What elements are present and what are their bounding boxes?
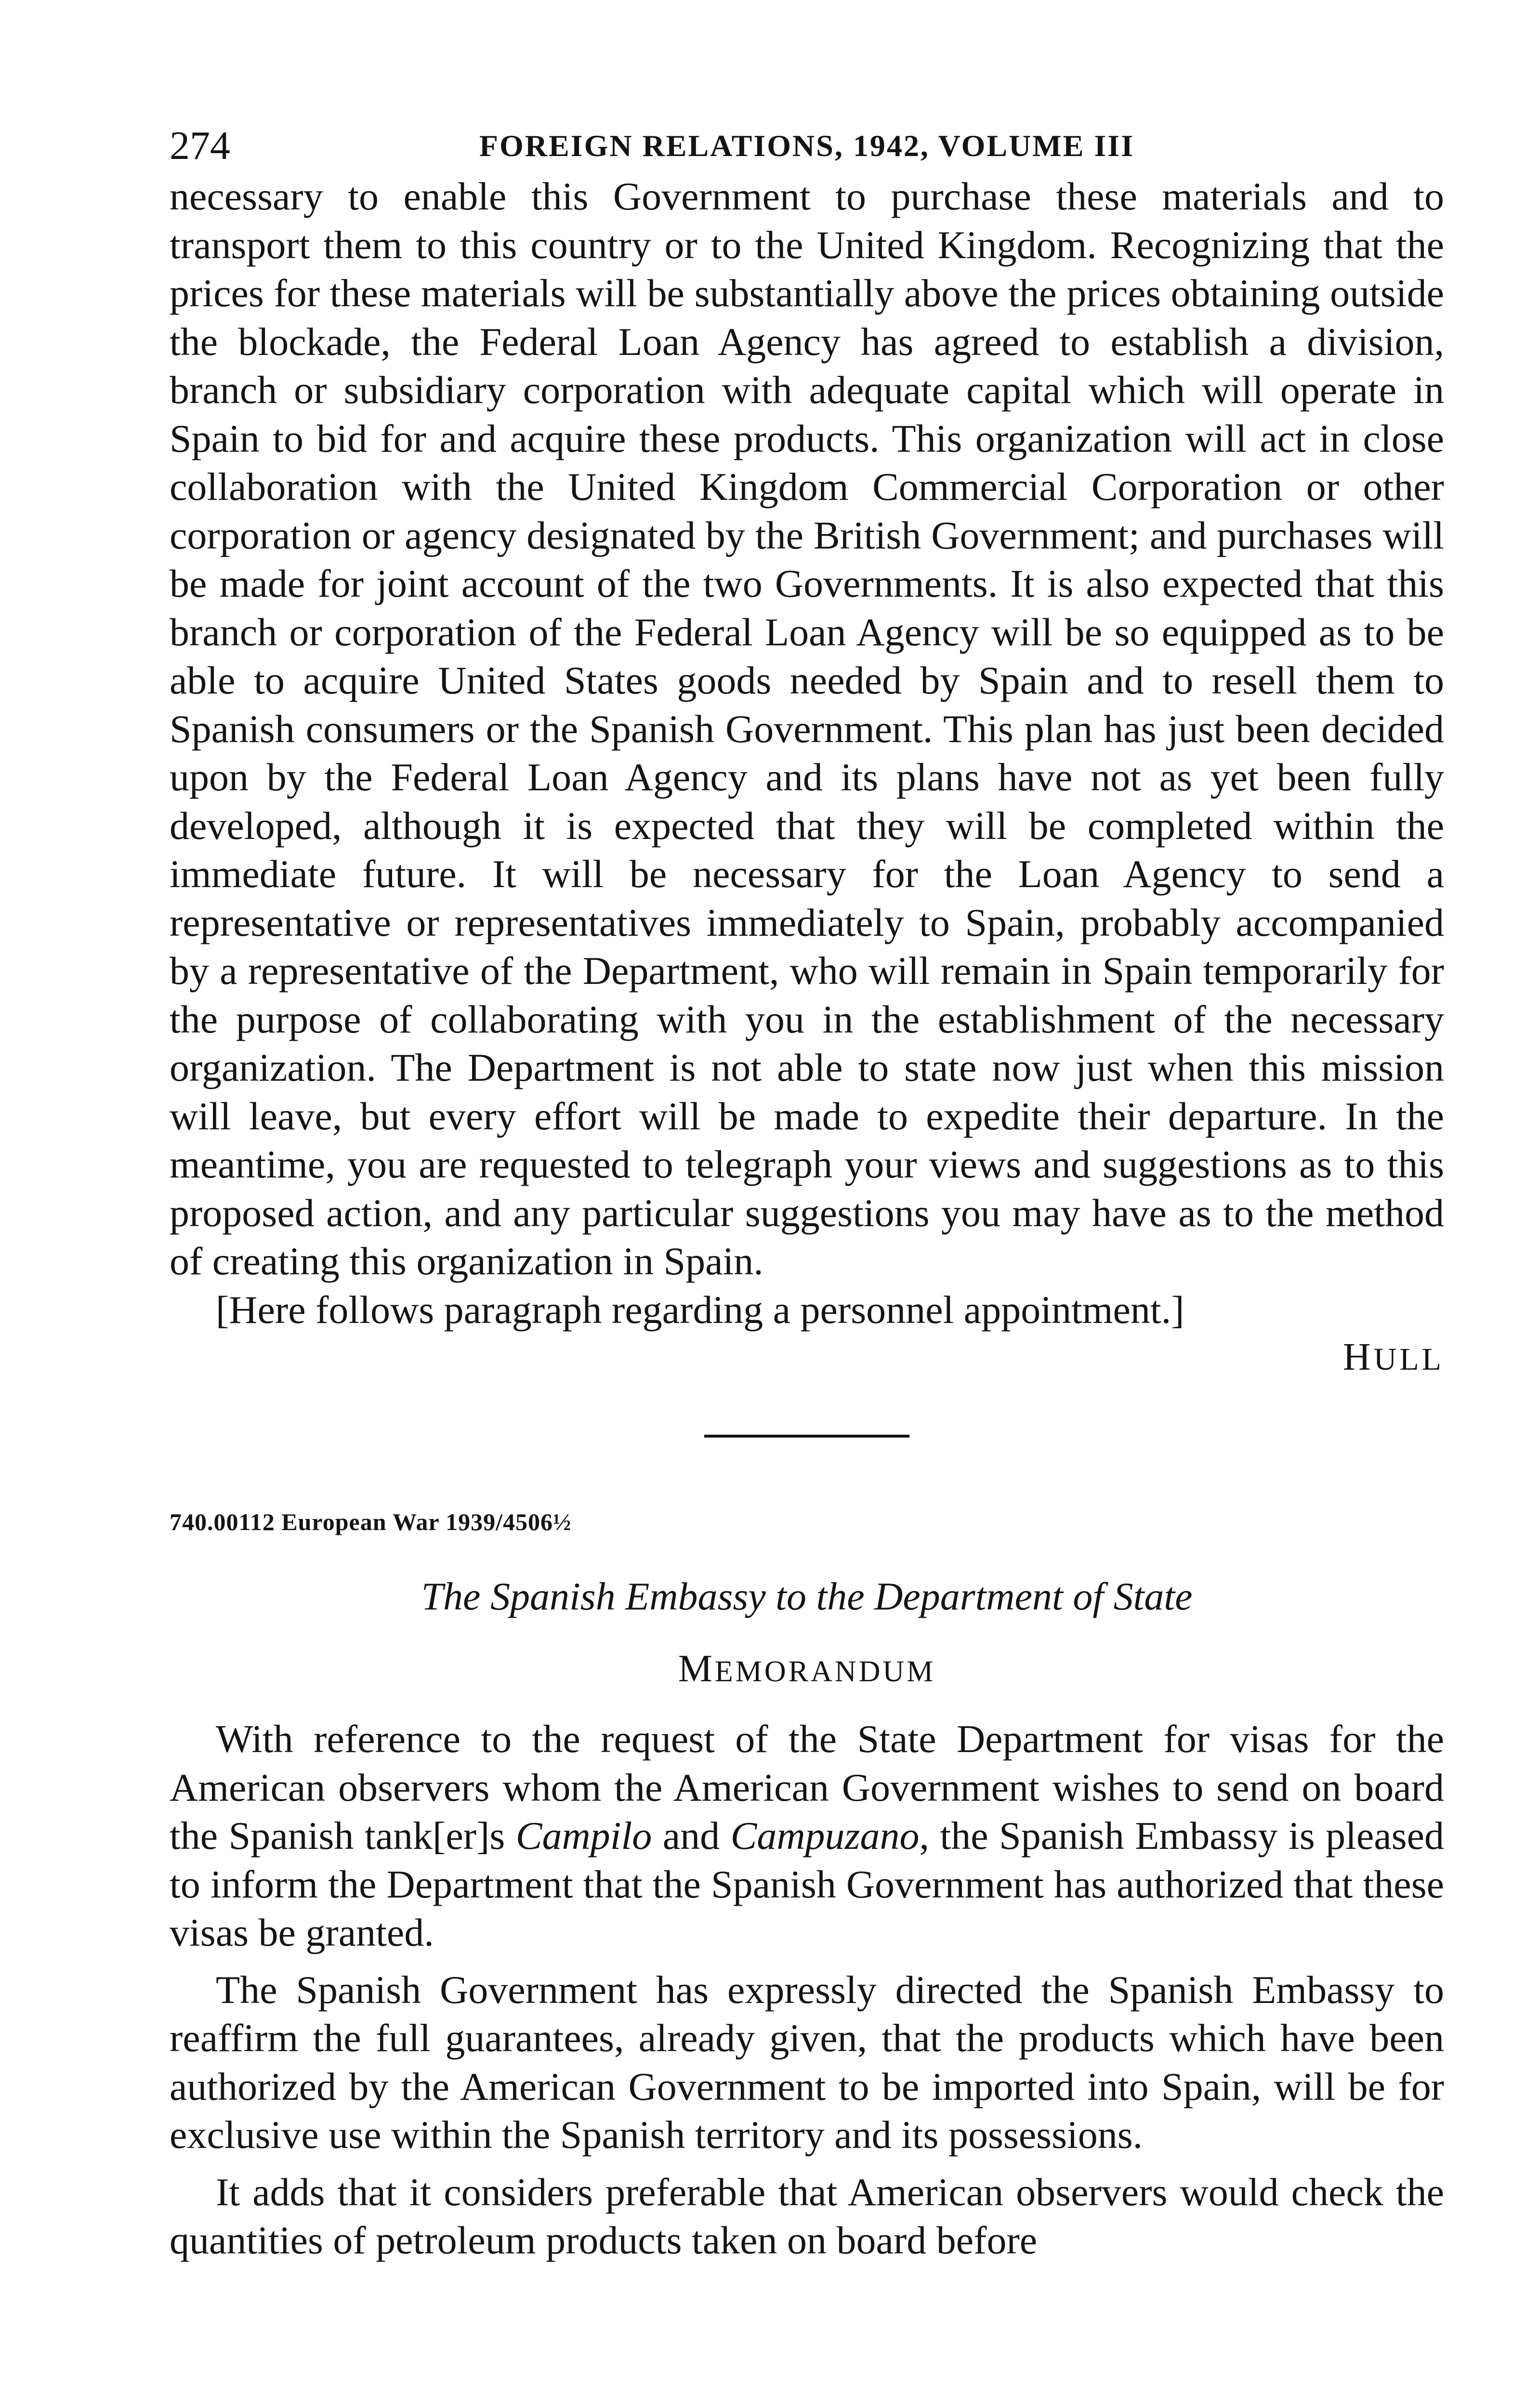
memo-paragraph-1 — [170, 1715, 1444, 1957]
heading-initial: M — [678, 1648, 715, 1690]
memo-p1-and: and — [652, 1814, 731, 1858]
section-divider — [704, 1435, 909, 1438]
document-page — [170, 119, 1444, 2274]
memo-paragraph-2: The Spanish Government has expressly directed the Spanish Embassy to reaffirm the full guarantees, already given, that the products which have been authorized by the American Government to be imported into Spain, will be for exclusive use within the Spanish territory and its possessions. — [170, 1967, 1444, 2157]
page-number: 274 — [170, 123, 230, 168]
bracket-note: [Here follows paragraph regarding a personnel appointment.] — [216, 1287, 1184, 1332]
memo-p1-before: With reference to the request of the State Department for visas for the American observers whom the American Government wishes to send on board the Spanish tank[er]s — [170, 1717, 1444, 1858]
letter-paragraph: necessary to enable this Government to purchase these materials and to transport them to this country or to the United Kingdom. Recognizing that the prices for these materials will be substantially above the prices obtaining outside the blockade, the Federal Loan Agency has agreed to establish a division, branch or subsidiary corporation with adequate capital which will operate in Spain to bid for and acquire these products. This organization will act in close collaboration with the United Kingdom Commercial Corporation or other corporation or agency designated by the British Government; and purchases will be made for joint account of the two Governments. It is also expected that this branch or corporation of the Federal Loan Agency will be so equipped as to be able to acquire United States goods needed by Spain and to resell them to Spanish consumers or the Spanish Government. This plan has just been decided upon by the Federal Loan Agency and its plans have not as yet been fully developed, although it is expected that they will be completed within the immediate future. It will be necessary for the Loan Agency to send a representative or representatives immediately to Spain, probably accompanied by a representative of the Department, who will remain in Spain temporarily for the purpose of collaborating with you in the establishment of the necessary organization. The Department is not able to state now just when this mission will leave, but every effort will be made to expedite their departure. In the meantime, you are requested to telegraph your views and suggestions as to this proposed action, and any particular suggestions you may have as to the method of creating this organization in Spain. — [170, 174, 1444, 1283]
memorandum-body — [170, 1715, 1444, 2265]
memorandum-heading — [170, 1645, 1444, 1696]
signature-initial: H — [1342, 1336, 1374, 1378]
memo-paragraph-3: It adds that it considers preferable that American observers would check the quantities of petroleum products taken on board before — [170, 2170, 1444, 2262]
signature-rest: ULL — [1373, 1342, 1444, 1377]
file-number: 740.00112 European War 1939/4506½ — [170, 1508, 572, 1535]
running-title: FOREIGN RELATIONS, 1942, VOLUME III — [479, 129, 1135, 163]
memo-p1-after: , the Spanish Embassy is pleased to inform the Department that the Spanish Government has authorized that these visas be granted. — [170, 1814, 1444, 1954]
document-title: The Spanish Embassy to the Department of State — [421, 1574, 1193, 1618]
ship-name-campilo: Campilo — [515, 1814, 652, 1858]
signature — [170, 1338, 1444, 1379]
heading-rest: EMORANDUM — [714, 1655, 936, 1688]
ship-name-campuzano: Campuzano — [730, 1814, 920, 1858]
running-header — [170, 119, 1444, 172]
